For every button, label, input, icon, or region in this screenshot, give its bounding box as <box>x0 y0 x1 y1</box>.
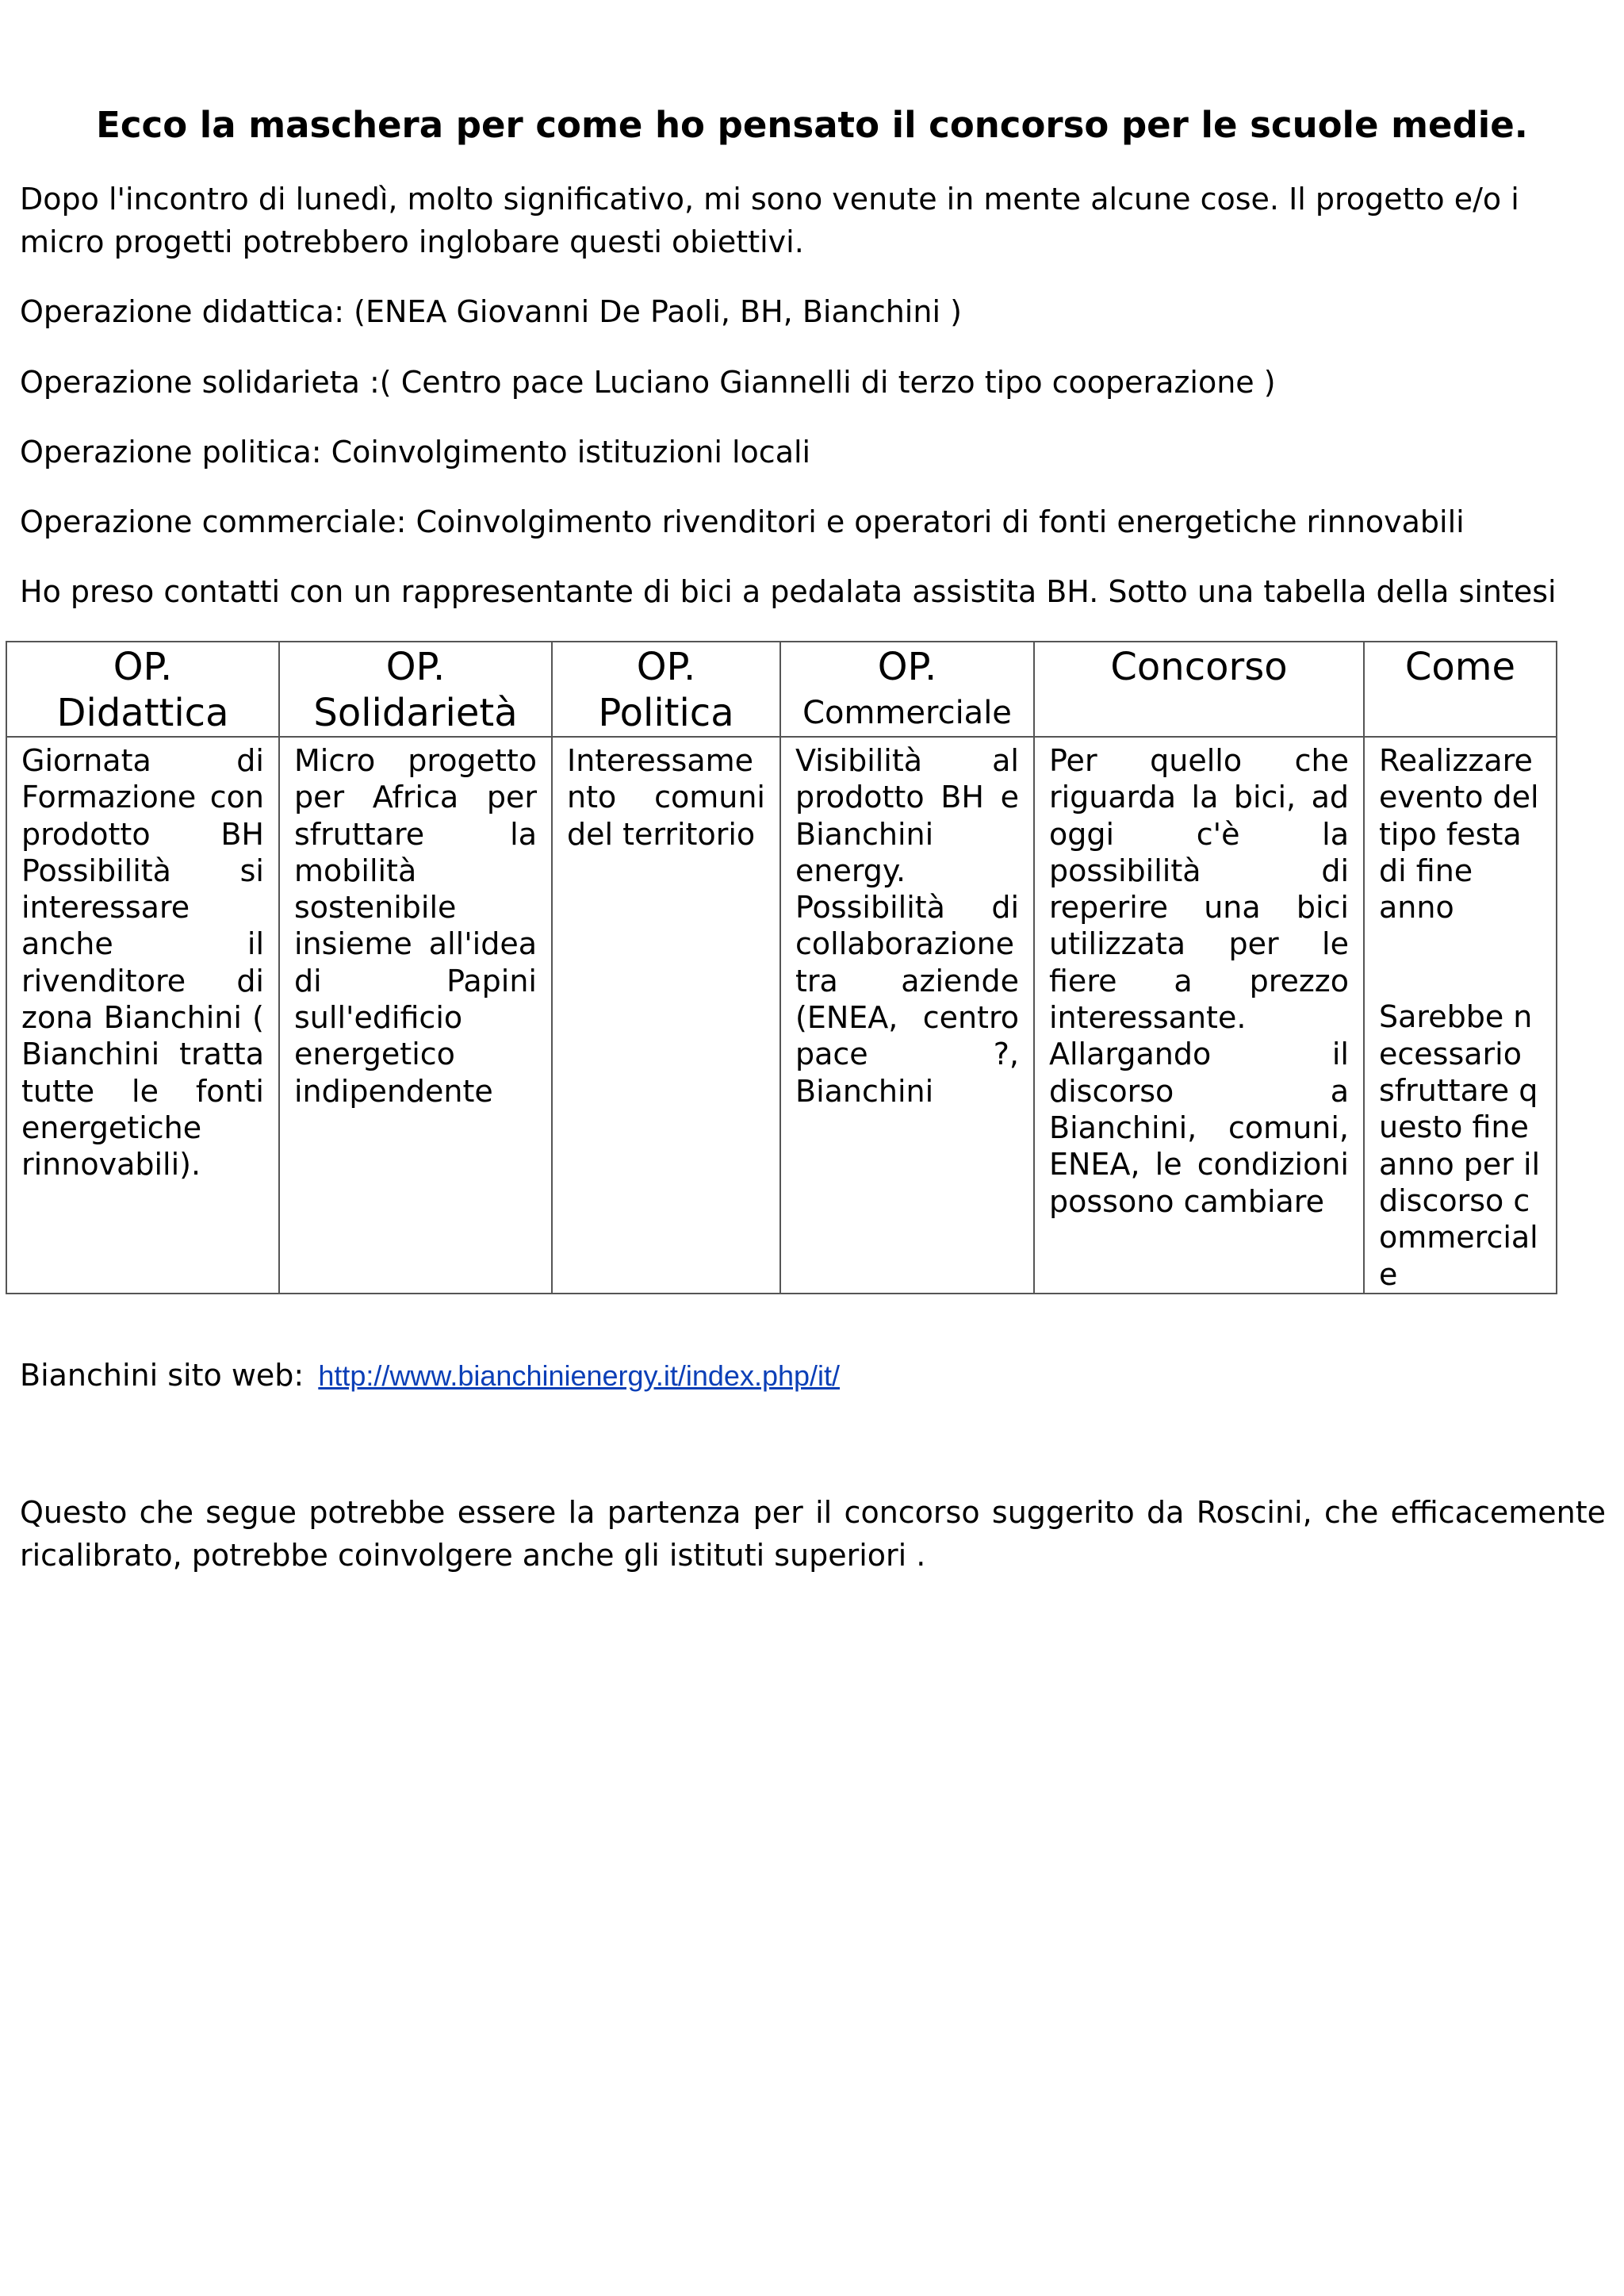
header-op-commerciale: OP. Commerciale <box>780 642 1034 737</box>
website-line <box>20 1354 840 1397</box>
header-come: Come <box>1364 642 1557 737</box>
come-part-2: Sarebbe necessario sfruttare questo fine anno per il discorso commerciale <box>1379 999 1541 1292</box>
intro-paragraph: Dopo l'incontro di lunedì, molto significativo, mi sono venute in mente alcune cose. Il progetto e/o i micro progetti potrebbero inglobare questi obiettivi. <box>20 182 1519 259</box>
cell-politica: Interessamento comuni del territorio <box>552 737 780 1294</box>
summary-table <box>6 641 1557 1294</box>
header-concorso: Concorso <box>1034 642 1364 737</box>
table-row <box>6 737 1557 1294</box>
operation-politica: Operazione politica: Coinvolgimento istituzioni locali <box>20 435 811 470</box>
cell-come <box>1364 737 1557 1294</box>
come-part-1: Realizzare evento del tipo festa di fine anno <box>1379 743 1539 926</box>
operation-didattica: Operazione didattica: (ENEA Giovanni De Paoli, BH, Bianchini ) <box>20 294 962 329</box>
header-op-solidarieta: OP. Solidarietà <box>279 642 552 737</box>
header-op-politica: OP. Politica <box>552 642 780 737</box>
cell-solidarieta: Micro progetto per Africa per sfruttare la mobilità sostenibile insieme all'idea di Papini sull'edificio energetico indipendente <box>279 737 552 1294</box>
closing-paragraph: Questo che segue potrebbe essere la partenza per il concorso suggerito da Roscini, che efficacemente ricalibrato, potrebbe coinvolgere anche gli istituti superiori . <box>20 1495 1606 1573</box>
document-title: Ecco la maschera per come ho pensato il concorso per le scuole medie. <box>96 104 1528 146</box>
website-label: Bianchini sito web: <box>20 1358 304 1393</box>
cell-concorso: Per quello che riguarda la bici, ad oggi c'è la possibilità di reperire una bici utilizzata per le fiere a prezzo interessante. Allargando il discorso a Bianchini, comuni, ENEA, le condizioni possono cambiare <box>1034 737 1364 1294</box>
operation-commerciale: Operazione commerciale: Coinvolgimento rivenditori e operatori di fonti energetiche rinnovabili <box>20 504 1465 539</box>
contacts-paragraph: Ho preso contatti con un rappresentante di bici a pedalata assistita BH. Sotto una tabella della sintesi <box>20 574 1557 609</box>
cell-didattica: Giornata di Formazione con prodotto BH Possibilità si interessare anche il rivenditore di zona Bianchini ( Bianchini tratta tutte le fonti energetiche rinnovabili). <box>6 737 279 1294</box>
header-op-didattica: OP. Didattica <box>6 642 279 737</box>
website-link[interactable]: http://www.bianchinienergy.it/index.php/it/ <box>318 1359 841 1392</box>
operation-solidarieta: Operazione solidarieta :( Centro pace Luciano Giannelli di terzo tipo cooperazione ) <box>20 365 1276 400</box>
table-header-row <box>6 642 1557 737</box>
cell-commerciale: Visibilità al prodotto BH e Bianchini energy. Possibilità di collaborazione tra aziende (ENEA, centro pace ?, Bianchini <box>780 737 1034 1294</box>
